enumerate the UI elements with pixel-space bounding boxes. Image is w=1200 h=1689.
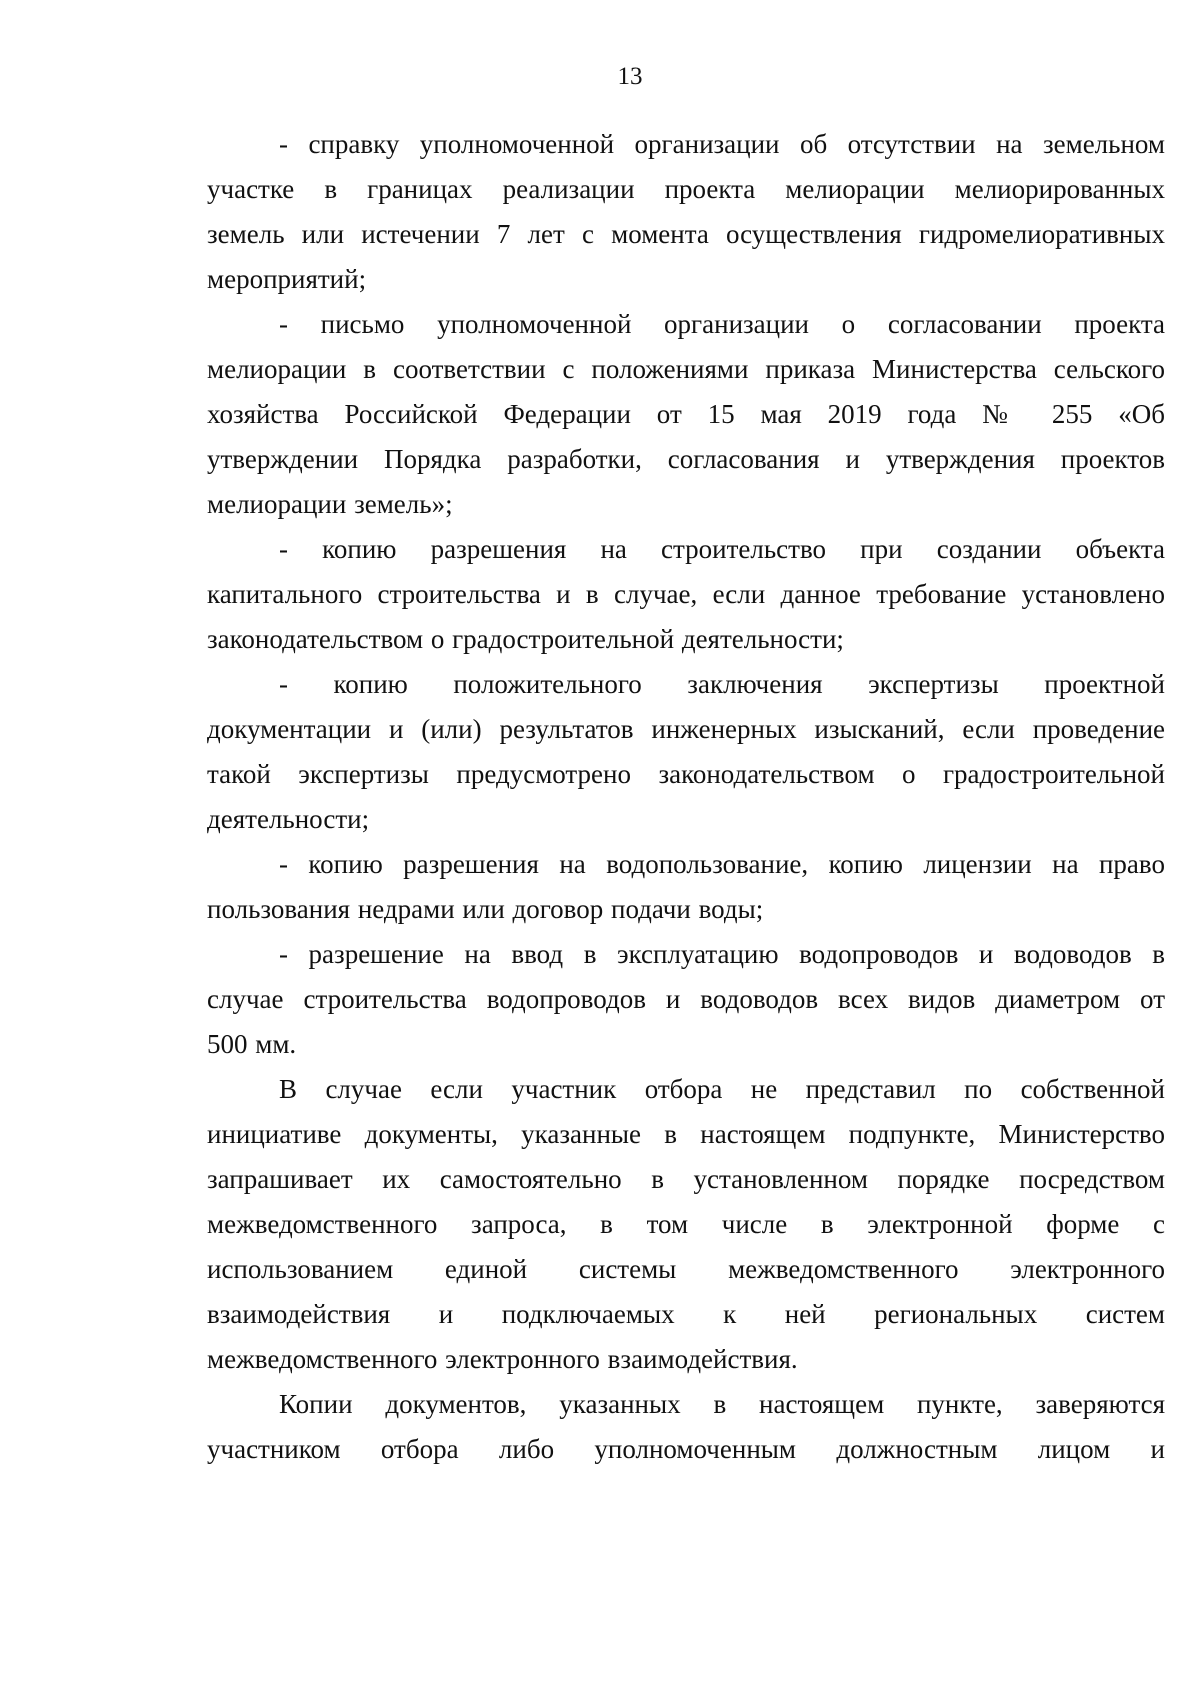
text-line: законодательством о градостроительной деятельности; [207,624,844,654]
text-line: пользования недрами или договор подачи воды; [207,894,764,924]
text-line: - копию разрешения на водопользование, копию лицензии на право [279,849,1165,879]
paragraph-interagency-request [207,1067,1165,1382]
text-line: - копию разрешения на строительство при создании объекта [279,534,1165,564]
document-body [207,122,1165,1472]
paragraph-commissioning-permit [207,932,1165,1067]
page-number: 13 [617,63,643,90]
text-line: деятельности; [207,804,370,834]
text-line: В случае если участник отбора не представил по собственной [279,1074,1165,1104]
text-line: запрашивает их самостоятельно в установленном порядке посредством [207,1164,1165,1194]
text-line: межведомственного электронного взаимодействия. [207,1344,798,1374]
paragraph-building-permit [207,527,1165,662]
text-line: мероприятий; [207,264,367,294]
text-line: случае строительства водопроводов и водоводов всех видов диаметром от [207,984,1165,1014]
text-line: 500 мм. [207,1029,297,1059]
text-line: - письмо уполномоченной организации о согласовании проекта [279,309,1165,339]
text-line: Копии документов, указанных в настоящем пункте, заверяются [279,1389,1165,1419]
text-line: мелиорации земель»; [207,489,453,519]
text-line: - копию положительного заключения экспертизы проектной [279,669,1165,699]
paragraph-document-copies [207,1382,1165,1472]
text-line: межведомственного запроса, в том числе в электронной форме с [207,1209,1165,1239]
paragraph-water-use-permit [207,842,1165,932]
paragraph-certificate-reclaimed-land [207,122,1165,302]
text-line: использованием единой системы межведомственного электронного [207,1254,1165,1284]
text-line: - справку уполномоченной организации об отсутствии на земельном [279,129,1165,159]
text-line: мелиорации в соответствии с положениями приказа Министерства сельского [207,354,1165,384]
text-line: хозяйства Российской Федерации от 15 мая 2019 года № 255 «Об [207,399,1165,429]
text-line: - разрешение на ввод в эксплуатацию водопроводов и водоводов в [279,939,1165,969]
text-line: капитального строительства и в случае, если данное требование установлено [207,579,1165,609]
paragraph-expert-conclusion [207,662,1165,842]
text-line: взаимодействия и подключаемых к ней региональных систем [207,1299,1165,1329]
text-line: инициативе документы, указанные в настоящем подпункте, Министерство [207,1119,1165,1149]
text-line: земель или истечении 7 лет с момента осуществления гидромелиоративных [207,219,1165,249]
text-line: утверждении Порядка разработки, согласования и утверждения проектов [207,444,1165,474]
paragraph-approval-letter [207,302,1165,527]
text-line: такой экспертизы предусмотрено законодательством о градостроительной [207,759,1165,789]
text-line: документации и (или) результатов инженерных изысканий, если проведение [207,714,1165,744]
text-line: участке в границах реализации проекта мелиорации мелиорированных [207,174,1165,204]
text-line: участником отбора либо уполномоченным должностным лицом и [207,1434,1165,1464]
